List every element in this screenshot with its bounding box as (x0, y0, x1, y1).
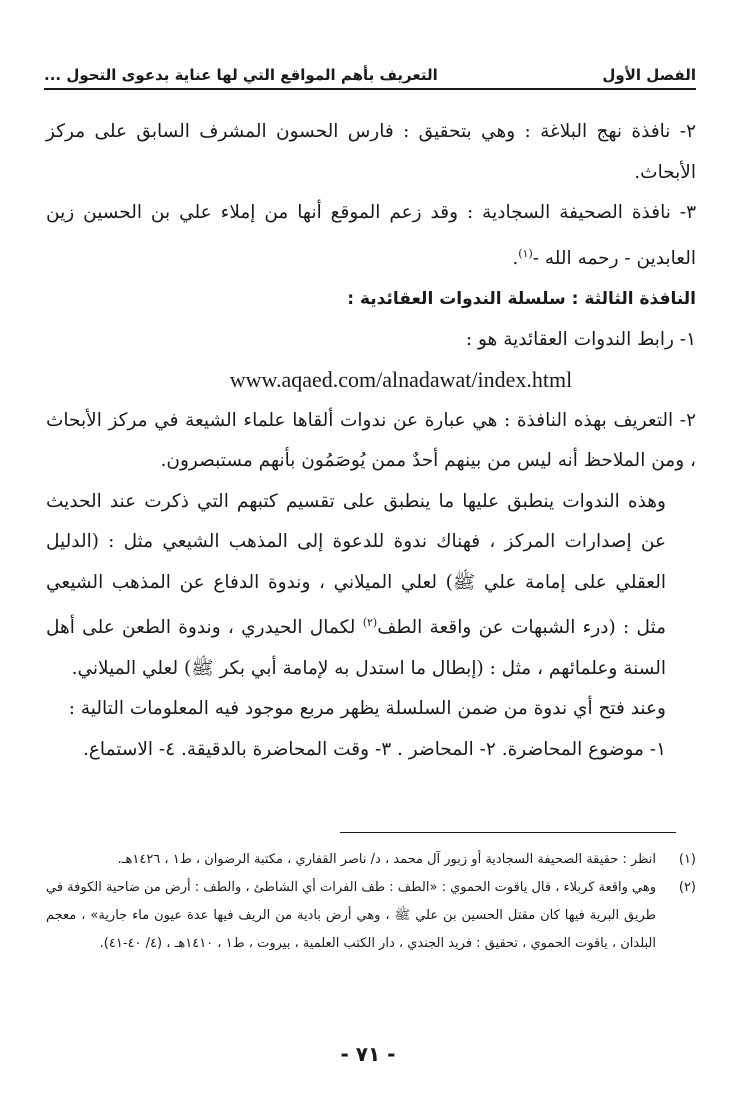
page-header (44, 56, 696, 90)
info-list: ١- موضوع المحاضرة. ٢- المحاضر . ٣- وقت المحاضرة بالدقيقة. ٤- الاستماع. (83, 738, 666, 760)
page-number: - ٧١ - (340, 1042, 396, 1066)
footnote-text: انظر : حقيقة الصحيفة السجادية أو زبور آل محمد ، د/ ناصر القفاري ، مكتبة الرضوان ، ط١ ، ١٤٢٦هـ. (117, 852, 656, 867)
description: ٢- التعريف بهذه النافذة : هي عبارة عن ندوات ألقاها علماء الشيعة في مركز الأبحاث ، ومن الملاحظ أنه ليس من بينهم أحدٌ ممن يُوصَمُون بأنهم مستبصرون. (46, 409, 696, 472)
chapter-label: الفصل الأول (602, 66, 696, 84)
link-label: ١- رابط الندوات العقائدية هو : (465, 328, 696, 350)
section-heading: النافذة الثالثة : سلسلة الندوات العقائدية : (347, 289, 696, 310)
item-3-end: . (512, 247, 519, 269)
website-url: www.aqaed.com/alnadawat/index.html (229, 367, 573, 393)
footnote-ref-1: (١) (518, 246, 533, 260)
footnote-2 (46, 874, 696, 958)
footnote-number: (٢) (678, 880, 696, 895)
paragraph-box: وعند فتح أي ندوة من ضمن السلسلة يظهر مربع موجود فيه المعلومات التالية : (68, 698, 666, 720)
footnote-text: وهي واقعة كربلاء ، قال ياقوت الحموي : «الطف : طف الفرات أي الشاطئ ، والطف : أرض من ضاحية الكوفة في طريق البرية فيها كان مقتل الحسين بن علي ﷺ ، وهي أرض بادية من الريف فيها عدة عيون ماء جارية» ، معجم البلدان ، ياقوت الحموي ، تحقيق : فريد الجندي ، دار الكتب العلمية ، بيروت ، ط١ ، ١٤١٠هـ ، (٤/ ٤٠-٤١). (45, 880, 656, 951)
running-title: التعريف بأهم المواقع التي لها عناية بدعوى التحول ... (44, 66, 438, 84)
footnote-1 (46, 846, 696, 874)
footnote-number: (١) (678, 852, 696, 867)
paragraph-categories (46, 482, 696, 690)
footnote-ref-2: (٢) (362, 616, 378, 630)
item-3 (46, 193, 696, 279)
item-3-text: ٣- نافذة الصحيفة السجادية : وقد زعم الموقع أنها من إملاء علي بن الحسين زين العابدين - رحمه الله - (46, 202, 696, 269)
footnotes (46, 846, 696, 958)
page-body (46, 112, 696, 770)
paragraph-categories-a: وهذه الندوات ينطبق عليها ما ينطبق على تقسيم كتبهم التي ذكرت عند الحديث عن إصدارات المركز ، فهناك ندوة للدعوة إلى المذهب الشيعي مثل : (الدليل العقلي على إمامة علي ﷺ) لعلي الميلاني ، وندوة الدفاع عن المذهب الشيعي مثل : (درء الشبهات عن واقعة الطف (46, 490, 666, 639)
paragraph-categories-b: لكمال الحيدري ، وندوة الطعن على أهل السنة وعلمائهم ، مثل : (إبطال ما استدل به لإمامة أبي بكر ﷺ) لعلي الميلاني. (46, 617, 666, 679)
footnote-separator (340, 832, 676, 833)
item-2: ٢- نافذة نهج البلاغة : وهي بتحقيق : فارس الحسون المشرف السابق على مركز الأبحاث. (46, 121, 696, 183)
